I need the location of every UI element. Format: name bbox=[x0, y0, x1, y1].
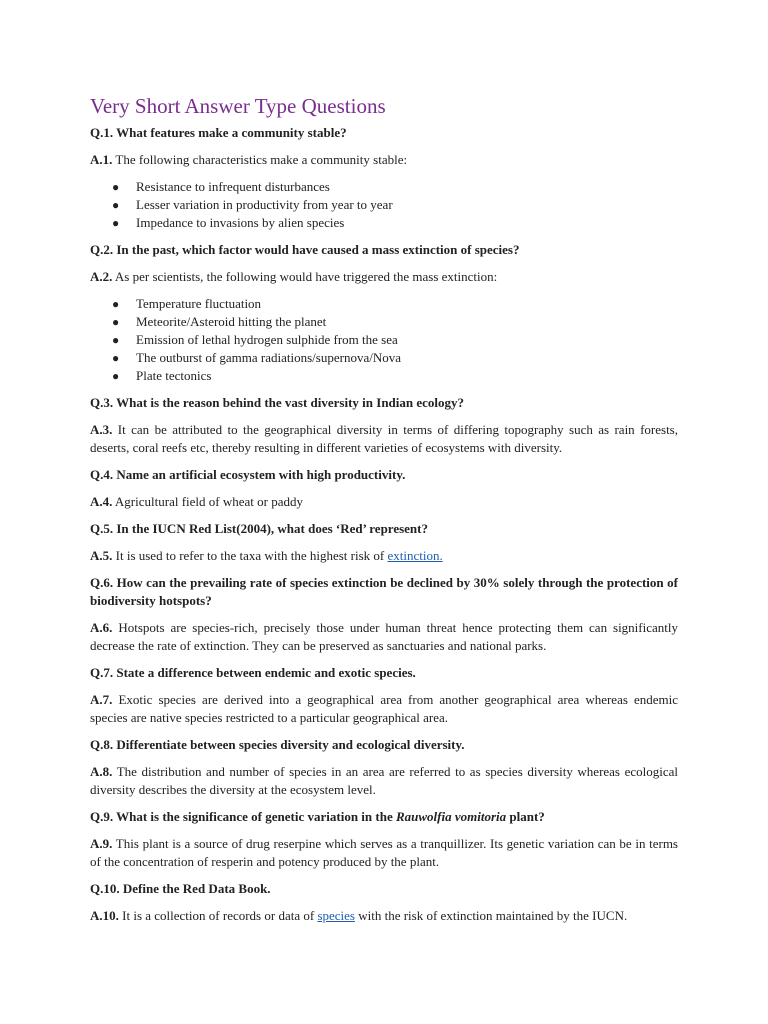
answer-10 bbox=[90, 907, 678, 925]
bullet-list-2 bbox=[90, 295, 678, 385]
extinction-link[interactable]: extinction. bbox=[387, 548, 443, 563]
answer-text: It is used to refer to the taxa with the highest risk of bbox=[112, 548, 388, 563]
answer-label: A.3. bbox=[90, 422, 113, 437]
answer-label: A.10. bbox=[90, 908, 119, 923]
answer-text: The distribution and number of species in an area are referred to as species diversity whereas ecological diversity describes the diversity at the ecosystem level. bbox=[90, 764, 678, 797]
answer-text: This plant is a source of drug reserpine which serves as a tranquillizer. Its genetic variation can be in terms of the concentration of resperin and potency produced by the plant. bbox=[90, 836, 678, 869]
answer-7 bbox=[90, 691, 678, 727]
species-name: Rauwolfia vomitoria bbox=[395, 809, 507, 824]
question-9: Q.9. What is the significance of genetic variation in the Rauwolfia vomitoria plant? bbox=[90, 809, 545, 824]
answer-text-after: with the risk of extinction maintained by the IUCN. bbox=[354, 908, 628, 923]
answer-label: A.7. bbox=[90, 692, 113, 707]
answer-label: A.4. bbox=[90, 494, 113, 509]
bullet-icon: ● bbox=[112, 297, 120, 311]
question-3: Q.3. What is the reason behind the vast diversity in Indian ecology? bbox=[90, 395, 465, 410]
species-link[interactable]: species bbox=[317, 908, 355, 923]
list-item: ● The outburst of gamma radiations/supernova/Nova bbox=[112, 350, 401, 365]
answer-4 bbox=[90, 493, 678, 511]
answer-5 bbox=[90, 547, 678, 565]
list-item: ● Impedance to invasions by alien species bbox=[112, 215, 345, 230]
answer-text: Exotic species are derived into a geographical area from another geographical area whereas endemic species are native species restricted to a particular geographical area. bbox=[90, 692, 678, 725]
answer-9 bbox=[90, 835, 678, 871]
question-10: Q.10. Define the Red Data Book. bbox=[90, 881, 271, 896]
answer-6 bbox=[90, 619, 678, 655]
answer-text: Hotspots are species-rich, precisely those under human threat hence protecting them can significantly decrease the rate of extinction. They can be preserved as sanctuaries and national parks. bbox=[90, 620, 678, 653]
answer-label: A.9. bbox=[90, 836, 113, 851]
document-page bbox=[90, 93, 678, 934]
bullet-icon: ● bbox=[112, 216, 120, 230]
answer-1 bbox=[90, 151, 678, 169]
answer-2 bbox=[90, 268, 678, 286]
question-7: Q.7. State a difference between endemic and exotic species. bbox=[90, 665, 416, 680]
list-item: ● Temperature fluctuation bbox=[112, 296, 262, 311]
answer-text: The following characteristics make a community stable: bbox=[112, 152, 408, 167]
question-4: Q.4. Name an artificial ecosystem with high productivity. bbox=[90, 467, 406, 482]
question-6: Q.6. How can the prevailing rate of species extinction be declined by 30% solely through the protection of biodiversity hotspots? bbox=[90, 575, 678, 608]
bullet-icon: ● bbox=[112, 315, 120, 329]
answer-text: It is a collection of records or data of bbox=[118, 908, 318, 923]
bullet-icon: ● bbox=[112, 333, 120, 347]
answer-label: A.1. bbox=[90, 152, 113, 167]
question-1: Q.1. What features make a community stable? bbox=[90, 125, 347, 140]
bullet-icon: ● bbox=[112, 180, 120, 194]
answer-label: A.5. bbox=[90, 548, 113, 563]
bullet-icon: ● bbox=[112, 198, 120, 212]
answer-8 bbox=[90, 763, 678, 799]
question-8: Q.8. Differentiate between species diversity and ecological diversity. bbox=[90, 737, 465, 752]
list-item: ● Lesser variation in productivity from year to year bbox=[112, 197, 393, 212]
bullet-list-1 bbox=[90, 178, 678, 232]
list-item: ● Meteorite/Asteroid hitting the planet bbox=[112, 314, 327, 329]
answer-text: Agricultural field of wheat or paddy bbox=[112, 494, 303, 509]
answer-text: It can be attributed to the geographical diversity in terms of differing topography such as rain forests, deserts, coral reefs etc, thereby resulting in different varieties of ecosystems with diversity. bbox=[90, 422, 678, 455]
question-5: Q.5. In the IUCN Red List(2004), what does ‘Red’ represent? bbox=[90, 521, 428, 536]
bullet-icon: ● bbox=[112, 351, 120, 365]
list-item: ● Plate tectonics bbox=[112, 368, 212, 383]
answer-label: A.8. bbox=[90, 764, 113, 779]
page-title: Very Short Answer Type Questions bbox=[90, 94, 386, 118]
list-item: ● Emission of lethal hydrogen sulphide from the sea bbox=[112, 332, 398, 347]
answer-label: A.6. bbox=[90, 620, 113, 635]
list-item: ● Resistance to infrequent disturbances bbox=[112, 179, 330, 194]
answer-3 bbox=[90, 421, 678, 457]
answer-label: A.2. bbox=[90, 269, 113, 284]
answer-text: As per scientists, the following would have triggered the mass extinction: bbox=[112, 269, 498, 284]
bullet-icon: ● bbox=[112, 369, 120, 383]
question-2: Q.2. In the past, which factor would have caused a mass extinction of species? bbox=[90, 242, 520, 257]
